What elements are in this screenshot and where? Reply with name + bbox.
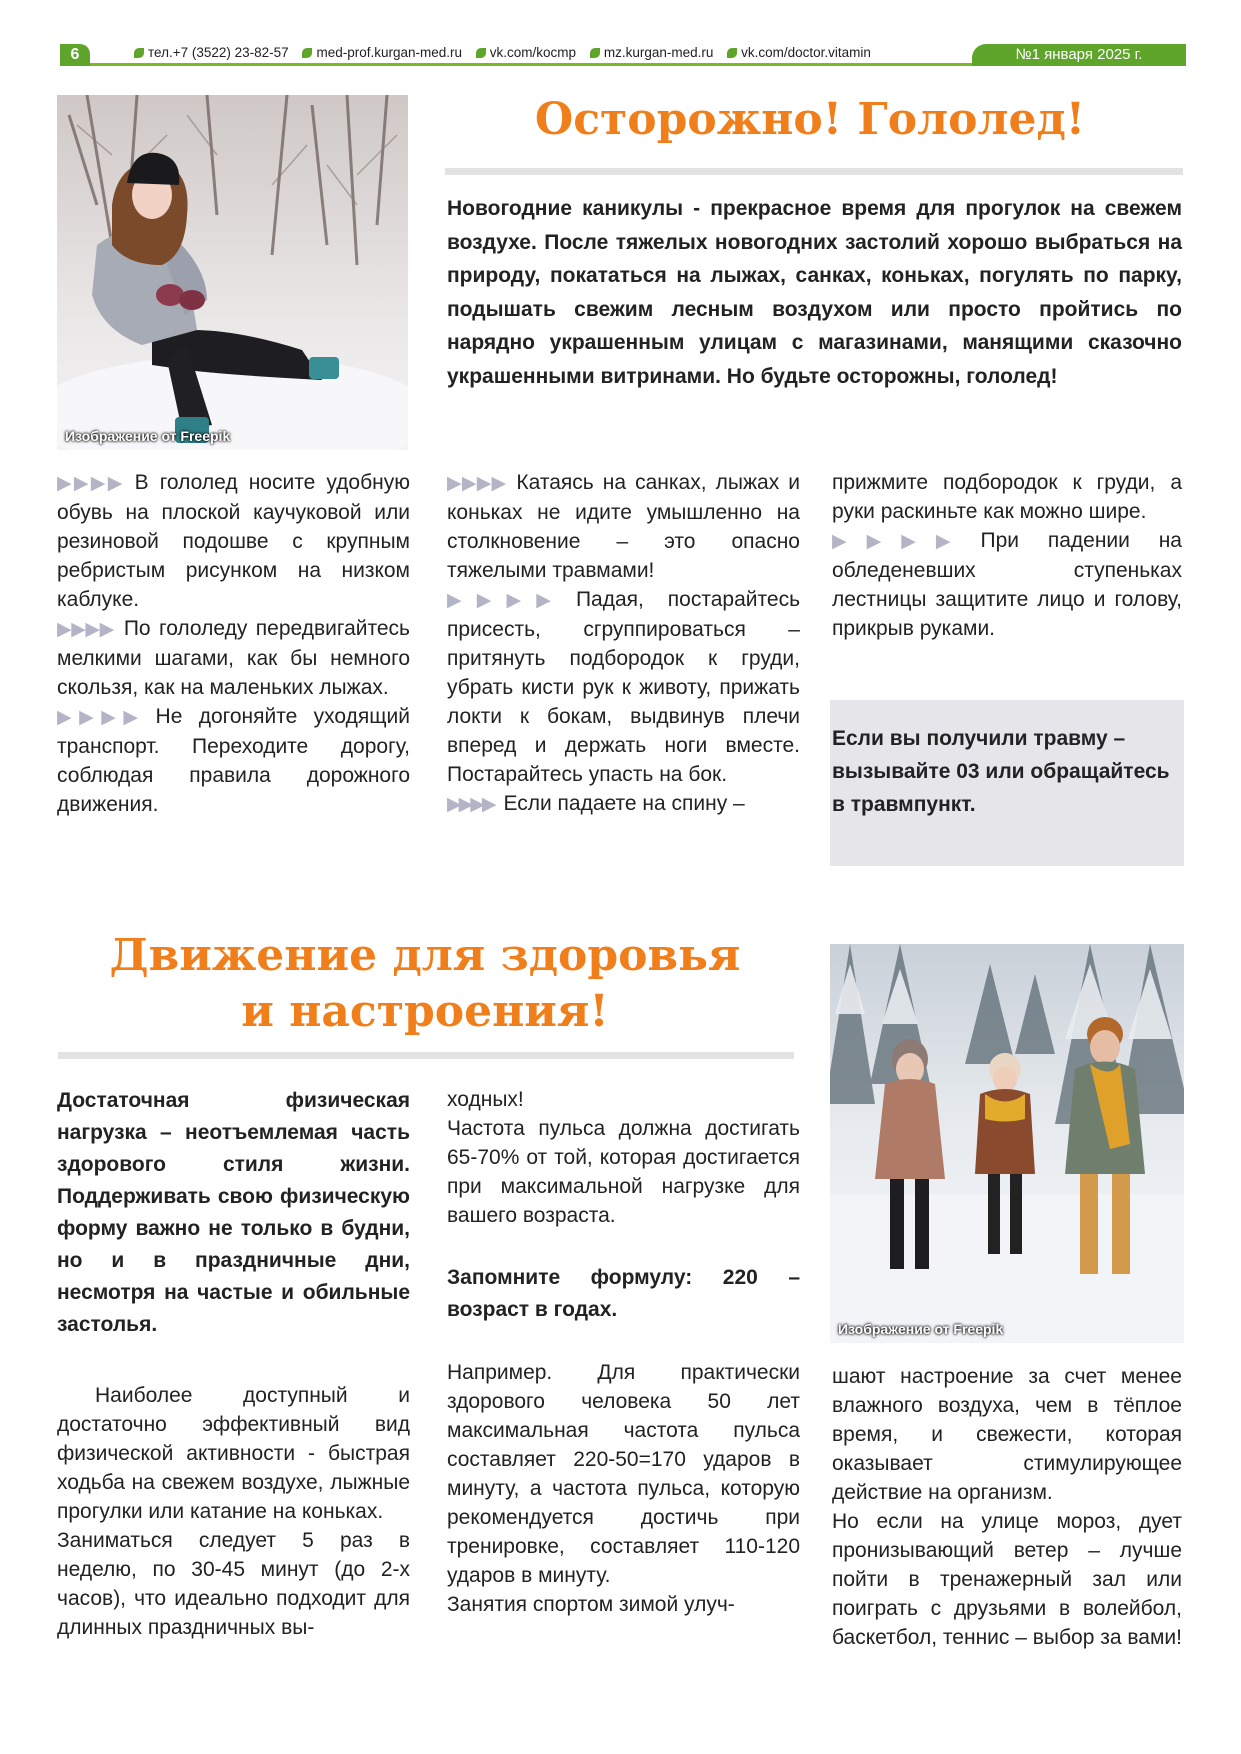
- quadruple-arrow-bullet-icon: ▶▶▶▶: [832, 531, 971, 552]
- contact-link[interactable]: med-prof.kurgan-med.ru: [302, 45, 462, 60]
- photo-credit: Изображение от Freepik: [838, 1321, 1004, 1337]
- leaf-dot-icon: [476, 48, 486, 58]
- article-lead: Достаточная физическая нагрузка – неотъемлемая часть здорового стиля жизни. Поддерживать свою физическую форму важно не только в будни, но и в праздничные дни, несмотря на частые и обильные застолья.: [57, 1089, 410, 1336]
- bullet-paragraph: ▶▶▶▶ Катаясь на санках, лыжах и коньках не идите умышленно на столкновение – это опасно тяжелыми травмами!: [447, 471, 801, 582]
- leaf-dot-icon: [302, 48, 312, 58]
- emergency-note-box: [830, 700, 1184, 866]
- article-column-2: [447, 468, 800, 819]
- paragraph: Частота пульса должна достигать 65-70% от той, которая достигается при максимальной нагрузке для вашего возраста.: [447, 1117, 800, 1227]
- leaf-dot-icon: [134, 48, 144, 58]
- paragraph: Заниматься следует 5 раз в неделю, по 30-45 минут (до 2-х часов), что идеально подходит для длинных праздничных вы-: [57, 1529, 410, 1639]
- article-lead: Новогодние каникулы - прекрасное время для прогулок на свежем воздухе. После тяжелых новогодних застолий хорошо выбраться на природу, покататься на лыжах, санках, коньках, погулять по парку, подышать свежим лесным воздухом или просто пройтись по нарядно украшенным улицам с магазинами, манящими сказочно украшенными витринами. Но будьте осторожны, гололед!: [447, 197, 1182, 388]
- contact-link[interactable]: vk.com/doctor.vitamin: [727, 45, 871, 60]
- leaf-dot-icon: [590, 48, 600, 58]
- article-title: Осторожно! Гололед!: [534, 94, 1086, 145]
- contact-link[interactable]: vk.com/kocmp: [476, 45, 576, 60]
- page-header: [60, 44, 1186, 66]
- contact-link[interactable]: mz.kurgan-med.ru: [590, 45, 714, 60]
- contact-phone: тел.+7 (3522) 23-82-57: [134, 45, 289, 60]
- continued-paragraph: прижмите подбородок к груди, а руки раскиньте как можно шире.: [832, 471, 1182, 523]
- paragraph: шают настроение за счет менее влажного воздуха, чем в тёплое время, и свежести, которая оказывает стимулирующее действие на организм.: [832, 1365, 1182, 1504]
- paragraph: Наиболее доступный и достаточно эффективный вид физической активности - быстрая ходьба на свежем воздухе, лыжные прогулки или катание на коньках.: [57, 1384, 410, 1523]
- title-rule: [445, 168, 1183, 175]
- bullet-paragraph: ▶▶▶▶ По гололеду передвигайтесь мелкими шагами, как бы немного скользя, как на маленьких лыжах.: [57, 617, 410, 699]
- article-title: Движение для здоровья и настроения!: [109, 930, 741, 1037]
- issue-badge: №1 января 2025 г.: [972, 44, 1186, 66]
- paragraph: ходных!: [447, 1088, 524, 1111]
- bullet-paragraph: ▶▶▶▶ При падении на обледеневших ступеньках лестницы защитите лицо и голову, прикрыв руками.: [832, 529, 1182, 640]
- quadruple-arrow-bullet-icon: ▶▶▶▶: [57, 707, 146, 728]
- article-column-1: [57, 1085, 410, 1642]
- quadruple-arrow-bullet-icon: ▶▶▶▶: [57, 619, 114, 640]
- article-column-1: [57, 468, 410, 819]
- article-column-3: [832, 468, 1182, 643]
- page-number: 6: [60, 44, 90, 66]
- bullet-paragraph: ▶▶▶▶ Не догоняйте уходящий транспорт. Переходите дорогу, соблюдая правила дорожного движения.: [57, 705, 410, 816]
- paragraph: Занятия спортом зимой улуч-: [447, 1593, 735, 1616]
- paragraph: Но если на улице мороз, дует пронизывающий ветер – лучше пойти в тренажерный зал или поиграть с друзьями в волейбол, баскетбол, теннис – выбор за вами!: [832, 1510, 1182, 1649]
- girl-in-snow-photo: [57, 95, 408, 450]
- article-column-3: [832, 1362, 1182, 1652]
- family-winter-walk-photo: [830, 944, 1184, 1343]
- bullet-paragraph: ▶▶▶▶ В гололед носите удобную обувь на плоской каучуковой или резиновой подошве с крупным ребристым рисунком на низком каблуке.: [57, 471, 410, 611]
- header-contacts: [134, 45, 881, 60]
- formula-callout: Запомните формулу: 220 – возраст в годах.: [447, 1266, 800, 1321]
- title-rule: [58, 1052, 794, 1059]
- emergency-note-text: Если вы получили травму – вызывайте 03 или обращайтесь в травмпункт.: [832, 727, 1170, 816]
- quadruple-arrow-bullet-icon: ▶▶▶▶: [447, 590, 566, 611]
- quadruple-arrow-bullet-icon: ▶▶▶▶: [447, 473, 507, 494]
- article-column-2: [447, 1085, 800, 1619]
- bullet-paragraph: ▶▶▶▶ Если падаете на спину –: [447, 792, 745, 815]
- leaf-dot-icon: [727, 48, 737, 58]
- bullet-paragraph: ▶▶▶▶ Падая, постарайтесь присесть, сгруппироваться – притянуть подбородок к груди, убрать кисти рук к животу, прижать локти к бокам, выдвинув плечи вперед и держать ноги вместе. Постарайтесь упасть на бок.: [447, 588, 801, 786]
- quadruple-arrow-bullet-icon: ▶▶▶▶: [447, 794, 494, 815]
- paragraph: Например. Для практически здорового человека 50 лет максимальная частота пульса составляет 220-50=170 ударов в минуту, а частота пульса, которую рекомендуется достичь при тренировке, составляет 110-120 ударов в минуту.: [447, 1361, 800, 1587]
- quadruple-arrow-bullet-icon: ▶▶▶▶: [57, 473, 125, 494]
- photo-credit: Изображение от Freepik: [65, 428, 231, 444]
